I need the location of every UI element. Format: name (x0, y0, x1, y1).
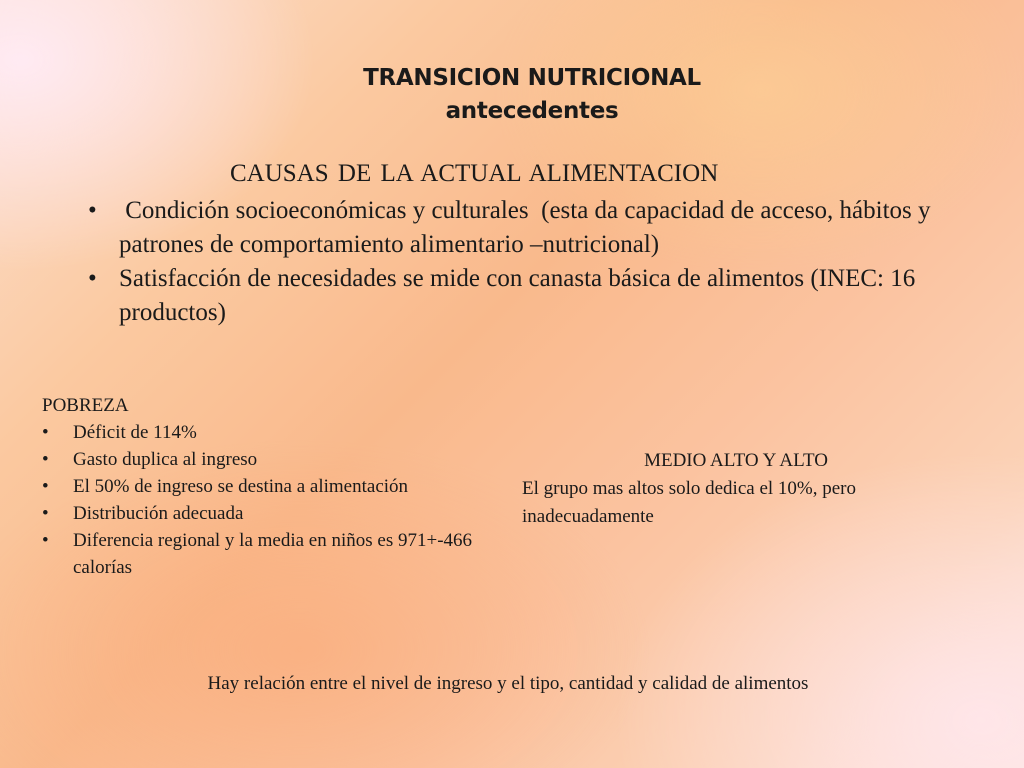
list-item-text: Distribución adecuada (73, 503, 244, 524)
list-item-text: Gasto duplica al ingreso (73, 449, 258, 470)
medio-alto-section (522, 447, 952, 531)
list-item (42, 527, 513, 581)
list-item (88, 194, 988, 262)
pobreza-heading: POBREZA (42, 395, 129, 416)
list-item-text: Condición socioeconómicas y culturales (esta da capacidad de acceso, hábitos y patrones de comportamiento alimentario –nutricional) (119, 197, 937, 258)
list-item (42, 500, 513, 527)
list-item (88, 262, 988, 330)
footer-note: Hay relación entre el nivel de ingreso y el tipo, cantidad y calidad de alimentos (207, 673, 809, 694)
list-item (42, 473, 513, 500)
bullet-icon: • (88, 265, 97, 292)
medio-alto-text: El grupo mas altos solo dedica el 10%, pero inadecuadamente (522, 478, 857, 527)
pobreza-section (42, 392, 513, 581)
list-item (42, 446, 513, 473)
pobreza-list (42, 419, 513, 581)
title-line-2: antecedentes (445, 98, 619, 124)
causes-heading: CAUSAS DE LA ACTUAL ALIMENTACION (230, 160, 719, 187)
bullet-icon: • (42, 530, 49, 551)
title-line-1: TRANSICION NUTRICIONAL (363, 65, 701, 91)
bullet-icon: • (42, 422, 49, 443)
bullet-icon: • (42, 503, 49, 524)
list-item-text: Déficit de 114% (73, 422, 197, 443)
list-item-text: El 50% de ingreso se destina a alimentación (73, 476, 409, 497)
medio-alto-heading: MEDIO ALTO Y ALTO (644, 450, 828, 471)
list-item (42, 419, 513, 446)
list-item-text: Satisfacción de necesidades se mide con canasta básica de alimentos (INEC: 16 productos) (119, 265, 916, 326)
slide-title (0, 62, 1024, 128)
list-item-text: Diferencia regional y la media en niños es 971+-466 calorías (73, 530, 473, 578)
bullet-icon: • (42, 449, 49, 470)
bullet-icon: • (42, 476, 49, 497)
bullet-icon: • (88, 197, 97, 224)
causes-list (88, 194, 988, 330)
